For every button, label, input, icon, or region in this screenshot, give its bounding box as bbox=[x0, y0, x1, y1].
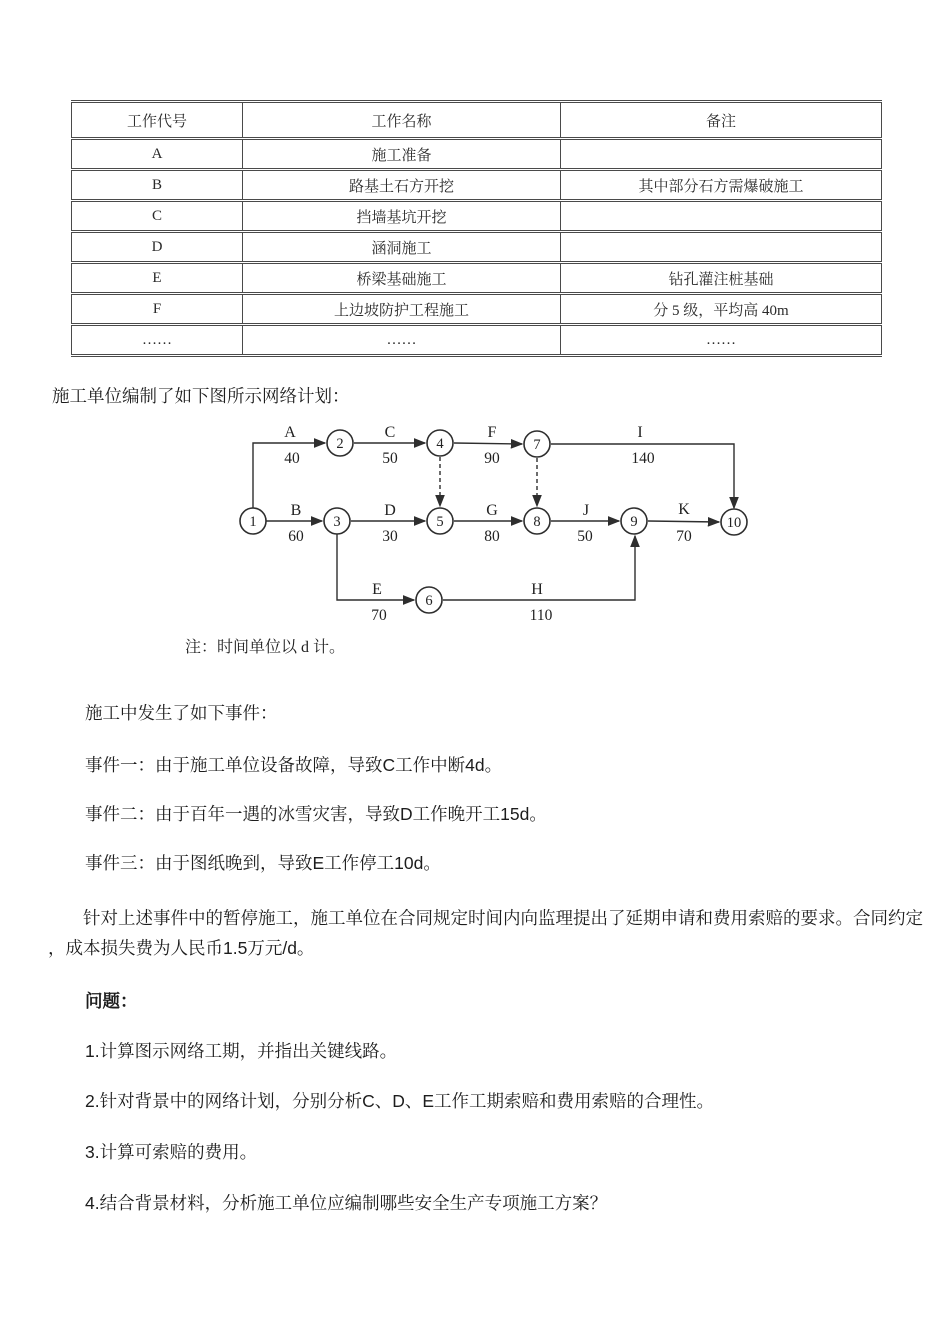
activity-duration-K: 70 bbox=[676, 528, 692, 545]
table-cell bbox=[561, 201, 882, 232]
intro-text: 施工单位编制了如下图所示网络计划： bbox=[52, 386, 350, 406]
table-cell bbox=[561, 139, 882, 170]
question-4: 4.结合背景材料，分析施工单位应编制哪些安全生产专项施工方案？ bbox=[85, 1193, 608, 1213]
activity-duration-H: 110 bbox=[529, 607, 553, 624]
activity-label-G: G bbox=[486, 502, 498, 519]
table-cell: …… bbox=[72, 325, 243, 356]
table-header-cell: 工作名称 bbox=[243, 102, 561, 139]
activity-duration-D: 30 bbox=[382, 528, 398, 545]
activity-edge-K bbox=[648, 521, 719, 522]
table-cell bbox=[561, 232, 882, 263]
table-cell: 涵洞施工 bbox=[243, 232, 561, 263]
activity-duration-C: 50 bbox=[382, 450, 398, 467]
table-row bbox=[72, 325, 882, 356]
table-cell: B bbox=[72, 170, 243, 201]
table-header-row bbox=[72, 102, 882, 139]
table-row bbox=[72, 170, 882, 201]
table-cell: 施工准备 bbox=[243, 139, 561, 170]
diagram-node-label-4: 4 bbox=[436, 436, 444, 452]
table-cell: 钻孔灌注桩基础 bbox=[561, 263, 882, 294]
table-row bbox=[72, 232, 882, 263]
activity-label-E: E bbox=[372, 581, 382, 598]
activity-label-H: H bbox=[531, 581, 543, 598]
table-cell: …… bbox=[243, 325, 561, 356]
diagram-node-label-3: 3 bbox=[333, 514, 341, 530]
activity-label-J: J bbox=[582, 502, 590, 519]
table-row bbox=[72, 294, 882, 325]
event3-text: 事件三：由于图纸晚到，导致E工作停工10d。 bbox=[85, 853, 441, 873]
table-cell: C bbox=[72, 201, 243, 232]
table-cell: E bbox=[72, 263, 243, 294]
table-cell: 分 5 级，平均高 40m bbox=[561, 294, 882, 325]
question-1: 1.计算图示网络工期，并指出关键线路。 bbox=[85, 1041, 398, 1061]
table-row bbox=[72, 263, 882, 294]
activity-label-F: F bbox=[487, 424, 497, 441]
activity-duration-I: 140 bbox=[631, 450, 655, 467]
event1-text: 事件一：由于施工单位设备故障，导致C工作中断4d。 bbox=[85, 755, 503, 775]
table-row bbox=[72, 201, 882, 232]
network-diagram-svg bbox=[180, 415, 760, 665]
diagram-node-label-10: 10 bbox=[726, 515, 742, 531]
activity-duration-E: 70 bbox=[371, 607, 387, 624]
network-diagram bbox=[180, 415, 760, 665]
diagram-node-label-5: 5 bbox=[436, 514, 444, 530]
table-cell: 其中部分石方需爆破施工 bbox=[561, 170, 882, 201]
activity-edge-F bbox=[454, 443, 522, 444]
table-cell: D bbox=[72, 232, 243, 263]
table-cell: 上边坡防护工程施工 bbox=[243, 294, 561, 325]
table-cell: A bbox=[72, 139, 243, 170]
question-3: 3.计算可索赔的费用。 bbox=[85, 1142, 258, 1162]
event2-text: 事件二：由于百年一遇的冰雪灾害，导致D工作晚开工15d。 bbox=[85, 804, 547, 824]
table-cell: 挡墙基坑开挖 bbox=[243, 201, 561, 232]
activity-duration-A: 40 bbox=[284, 450, 300, 467]
table-header-cell: 工作代号 bbox=[72, 102, 243, 139]
table-row bbox=[72, 139, 882, 170]
diagram-note: 注：时间单位以 d 计。 bbox=[185, 639, 346, 656]
table-cell: F bbox=[72, 294, 243, 325]
diagram-node-label-1: 1 bbox=[249, 514, 257, 530]
diagram-node-label-9: 9 bbox=[630, 514, 638, 530]
activity-duration-B: 60 bbox=[288, 528, 304, 545]
claim-line2: ，成本损失费为人民币1.5万元/d。 bbox=[48, 938, 315, 958]
questions-title: 问题： bbox=[85, 991, 138, 1011]
activity-label-K: K bbox=[678, 501, 690, 518]
activity-label-A: A bbox=[284, 424, 296, 441]
table-cell: 桥梁基础施工 bbox=[243, 263, 561, 294]
diagram-node-label-7: 7 bbox=[533, 437, 541, 453]
activity-duration-G: 80 bbox=[484, 528, 500, 545]
diagram-node-label-2: 2 bbox=[336, 436, 344, 452]
activity-label-I: I bbox=[637, 424, 643, 441]
diagram-node-label-8: 8 bbox=[533, 514, 541, 530]
diagram-node-label-6: 6 bbox=[425, 593, 433, 609]
activity-duration-J: 50 bbox=[577, 528, 593, 545]
question-2: 2.针对背景中的网络计划，分别分析C、D、E工作工期索赔和费用索赔的合理性。 bbox=[85, 1091, 715, 1111]
activity-label-D: D bbox=[384, 502, 396, 519]
events-intro-text: 施工中发生了如下事件： bbox=[85, 703, 278, 723]
table-cell: …… bbox=[561, 325, 882, 356]
claim-line1: 针对上述事件中的暂停施工，施工单位在合同规定时间内向监理提出了延期申请和费用索赔的要求。合同约定 bbox=[83, 908, 923, 928]
activity-label-C: C bbox=[384, 424, 396, 441]
table-header-cell: 备注 bbox=[561, 102, 882, 139]
table-cell: 路基土石方开挖 bbox=[243, 170, 561, 201]
activity-table bbox=[71, 100, 882, 357]
claim-paragraph bbox=[48, 903, 924, 963]
activity-label-B: B bbox=[290, 502, 302, 519]
activity-duration-F: 90 bbox=[484, 450, 500, 467]
